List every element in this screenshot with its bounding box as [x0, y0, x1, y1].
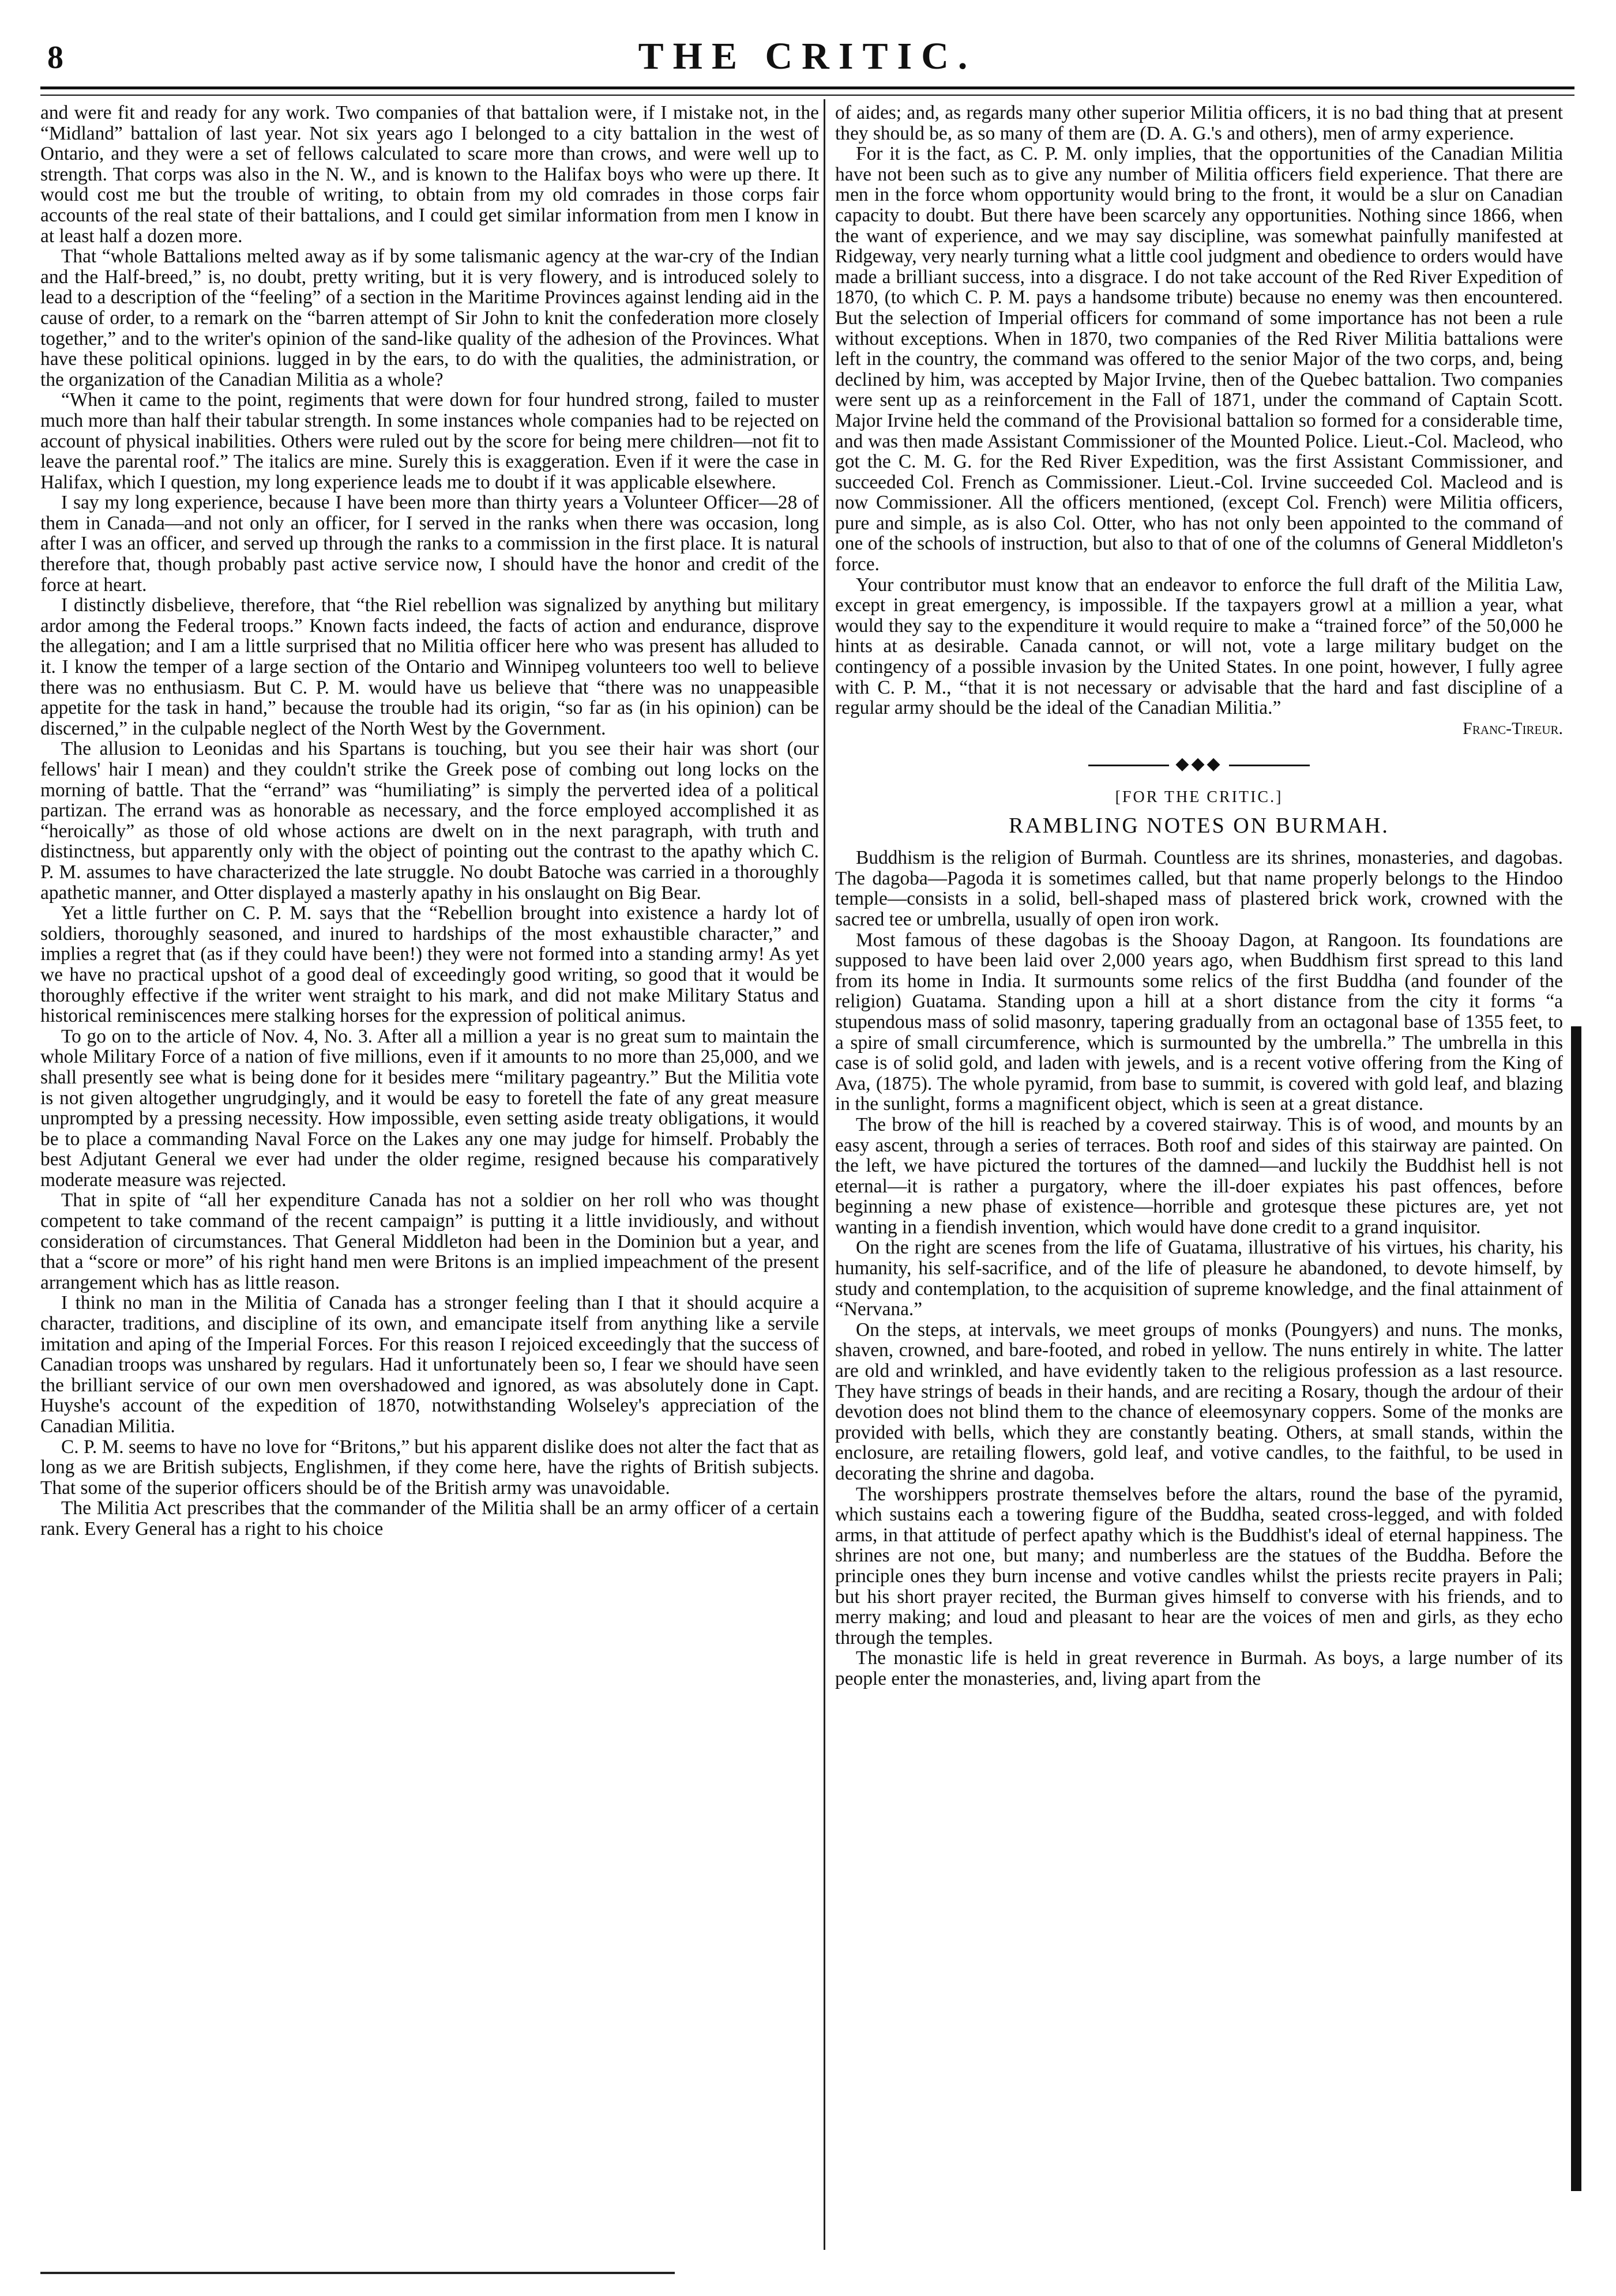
article-kicker: [FOR THE CRITIC.] — [1115, 788, 1283, 806]
letter-signature: Franc-Tireur. — [1463, 718, 1563, 738]
ornament-rule-right — [1229, 765, 1310, 766]
paragraph: Buddhism is the religion of Burmah. Countless are its shrines, monasteries, and dagobas. The dagoba—Pagoda it is sometimes called, but that name properly belongs to the Hindoo temple—consists in a solid, bell-shaped mass of plastered brick work, crowned with the sacred tee or umbrella, usually of open iron work. — [835, 847, 1563, 930]
paragraph: The allusion to Leonidas and his Spartans is touching, but you see their hair was short (our fellows' hair I mean) and they couldn't strike the Greek pose of combing out long locks on the morning of battle. That the “errand” was “humiliating” is simply the perverted idea of a political partizan. The errand was as honorable as necessary, and the force employed accomplished it as “heroically” as those of old whose actions are dwelt on in the next paragraph, with truth and distinctness, but apparently only with the object of pointing out the contrast to the apathy which C. P. M. assumes to have characterized the late struggle. No doubt Batoche was carried in a thoroughly apathetic manner, and Otter displayed a masterly apathy in his onslaught on Big Bear. — [40, 738, 819, 904]
left-column — [40, 103, 819, 1540]
paragraph: Yet a little further on C. P. M. says that the “Rebellion brought into existence a hardy lot of soldiers, thoroughly seasoned, and inured to hardships of the most exhaustible character,” and implies a regret that (as if they could have been!) they were not formed into a standing army! As yet we have no practical upshot of a good deal of exceedingly good writing, so good that it would be thoroughly effective if the writer went straight to his mark, and did not make Military Status and historical reminiscences mere stalking horses for the expression of political animus. — [40, 902, 819, 1027]
paragraph: I think no man in the Militia of Canada has a stronger feeling than I that it should acquire a character, traditions, and discipline of its own, and emancipate itself from anything like a servile imitation and aping of the Imperial Forces. For this reason I rejoiced exceedingly that the success of Canadian troops was unshared by regulars. Had it unfortunately been so, I fear we should have seen the brilliant service of our own men overshadowed and ignored, as was absolutely done in Capt. Huyshe's account of the expedition of 1870, notwithstanding Wolseley's appreciation of the Canadian Militia. — [40, 1292, 819, 1437]
page-header — [40, 33, 1574, 85]
paragraph: To go on to the article of Nov. 4, No. 3. After all a million a year is no great sum to maintain the whole Military Force of a nation of five millions, even if it amounts to no more than 25,000, and we shall presently see what is being done for it besides mere “military pageantry.” But the Militia vote is not given altogether ungrudgingly, and it would be easy to foretell the fate of any great measure unprompted by a pressing necessity. How impossible, even setting aside treaty obligations, it would be to place a commanding Naval Force on the Lakes any one may judge for himself. Probably the best Adjutant General we ever had under the older regime, resigned because his comparatively moderate measure was rejected. — [40, 1025, 819, 1191]
header-rule — [40, 86, 1574, 89]
paragraph: “When it came to the point, regiments that were down for four hundred strong, failed to muster much more than half their tabular strength. In some instances whole companies had to be rejected on account of physical inabilities. Others were ruled out by the score for being mere children—not fit to leave the parental roof.” The italics are mine. Surely this is exaggeration. Even if it were the case in Halifax, which I question, my long experience leads me to doubt if it was applicable elsewhere. — [40, 389, 819, 493]
ornament-diamond-icon: ◆◆◆ — [1175, 754, 1223, 774]
paragraph: On the right are scenes from the life of Guatama, illustrative of his virtues, his charity, his humanity, his self-sacrifice, and of the life of pleasure he abandoned, to devote himself, by study and contemplation, to the acquisition of supreme knowledge, and the final attainment of “Nervana.” — [835, 1237, 1563, 1320]
paragraph: The monastic life is held in great reverence in Burmah. As boys, a large number of its people enter the monasteries, and, living apart from the — [835, 1647, 1563, 1689]
paragraph: That in spite of “all her expenditure Canada has not a soldier on her roll who was thought competent to take command of the recent campaign” is putting it a little invidiously, and without consideration of circumstances. That General Middleton had been in the Dominion but a year, and that a “score or more” of his right hand men were Britons is an implied impeachment of the present arrangement which has as little reason. — [40, 1190, 819, 1293]
paragraph: On the steps, at intervals, we meet groups of monks (Poungyers) and nuns. The monks, shaven, crowned, and bare-footed, and robed in yellow. The nuns entirely in white. The latter are old and wrinkled, and have evidently taken to the religious profession as a last resource. They have strings of beads in their hands, and are reciting a Rosary, though the ardour of their devotion does not blind them to the chance of eleemosynary coppers. Some of the monks are provided with bells, which they are constantly beating. Others, at small stands, within the enclosure, are retailing flowers, gold leaf, and votive candles, to the faithful, to be used in decorating the shrine and dagoba. — [835, 1319, 1563, 1484]
paragraph: of aides; and, as regards many other superior Militia officers, it is no bad thing that at present they should be, as so many of them are (D. A. G.'s and others), men of army experience. — [835, 102, 1563, 144]
scan-edge-shadow — [1571, 1026, 1581, 2191]
article-title: RAMBLING NOTES ON BURMAH. — [1009, 813, 1389, 838]
paragraph: C. P. M. seems to have no love for “Britons,” but his apparent dislike does not alter the fact that as long as we are British subjects, Englishmen, if they come here, have the rights of British subjects. That some of the superior officers should be of the British army was unavoidable. — [40, 1436, 819, 1499]
paragraph: The worshippers prostrate themselves before the altars, round the base of the pyramid, which sustains each a towering figure of the Buddha, seated cross-legged, and with folded arms, in that attitude of perfect apathy which is the Buddhist's ideal of eternal happiness. The shrines are not one, but many; and numberless are the statues of the Buddha. Before the principle ones they burn incense and votive candles whilst the priests recite prayers in Pali; but his short prayer recited, the Burman gives himself to converse with his friends, and to merry making; and loud and pleasant to hear are the voices of men and girls, as they echo through the temples. — [835, 1483, 1563, 1648]
paragraph: Your contributor must know that an endeavor to enforce the full draft of the Militia Law, except in great emergency, is impossible. If the taxpayers growl at a million a year, what would they say to the expenditure it would require to make a “trained force” of the 50,000 he hints at as desirable. Canada cannot, or will not, vote a large military budget on the contingency of a possible invasion by the United States. In one point, however, I fully agree with C. P. M., “that it is not necessary or advisable that the hard and fast discipline of a regular army should be the ideal of the Canadian Militia.” — [835, 574, 1563, 719]
paragraph: The brow of the hill is reached by a covered stairway. This is of wood, and mounts by an easy ascent, through a series of terraces. Both roof and sides of this stairway are painted. On the left, we have pictured the tortures of the damned—and luckily the Buddhist hell is not eternal—it is rather a purgatory, where the ill-doer expiates his past offences, before beginning a new phase of existence—horrible and grotesque these pictures are, yet not wanting in a fiendish invention, which would have done credit to a grand inquisitor. — [835, 1113, 1563, 1238]
page-number: 8 — [47, 40, 63, 76]
masthead: THE CRITIC. — [638, 35, 977, 77]
paragraph: I say my long experience, because I have been more than thirty years a Volunteer Officer—28 of them in Canada—and not only an officer, for I served in the ranks when there was occasion, long after I was an officer, and served up through the ranks to a commission in the first place. It is natural therefore that, though probably past active service now, I should have the honor and credit of the force at heart. — [40, 492, 819, 596]
section-ornament — [835, 754, 1563, 774]
paragraph: I distinctly disbelieve, therefore, that “the Riel rebellion was signalized by anything but military ardor among the Federal troops.” Known facts indeed, the facts of action and endurance, disprove the allegation; and I am a little surprised that no Militia officer here who was present has alluded to it. I know the temper of a large section of the Ontario and Winnipeg volunteers too well to believe there was no enthusiasm. But C. P. M. would have us believe that “there was no unappeasible appetite for the task in hand,” because the trouble had its origin, “so far as (in his opinion) can be discerned,” in the culpable neglect of the North West by the Government. — [40, 594, 819, 739]
column-divider — [824, 99, 825, 2250]
paragraph: That “whole Battalions melted away as if by some talismanic agency at the war-cry of the Indian and the Half-breed,” is, no doubt, pretty writing, but it is very flowery, and is introduced solely to lead to a description of the “feeling” of a section in the Maritime Provinces against lending aid in the cause of order, to a remark on the “barren attempt of Sir John to knit the confederation more closely together,” and to the writer's opinion of the sand-like quality of the adhesion of the Provinces. What have these political opinions. lugged in by the ears, to do with the qualities, the administration, or the organization of the Canadian Militia as a whole? — [40, 246, 819, 390]
paragraph: Most famous of these dagobas is the Shooay Dagon, at Rangoon. Its foundations are supposed to have been laid over 2,000 years ago, when Buddhism first spread to this land from its home in India. It surmounts some relics of the first Buddha (and founder of the religion) Guatama. Standing upon a hill at a short distance from the city it forms “a stupendous mass of solid masonry, tapering gradually from an octagonal base of 1355 feet, to a spire of small circumference, which is surmounted by the umbrella.” The umbrella in this case is of solid gold, and laden with jewels, and is a recent votive offering from the King of Ava, (1875). The whole pyramid, from base to summit, is covered with gold leaf, and blazing in the sunlight, forms a magnificent object, which is seen at a great distance. — [835, 929, 1563, 1115]
paragraph: and were fit and ready for any work. Two companies of that battalion were, if I mistake not, in the “Midland” battalion of last year. Not six years ago I belonged to a city battalion in the west of Ontario, and they were a set of fellows calculated to scare more than crows, and were well up to strength. That corps was also in the N. W., and is known to the Halifax boys who were up there. It would cost me but the trouble of writing, to obtain from my old comrades in those corps fair accounts of the real state of their battalions, and I could get similar information from men I know in at least half a dozen more. — [40, 102, 819, 247]
footer-rule — [40, 2272, 675, 2274]
header-rule-thin — [40, 95, 1574, 96]
right-column — [835, 103, 1563, 1689]
paragraph: For it is the fact, as C. P. M. only implies, that the opportunities of the Canadian Militia have not been such as to give any number of Militia officers field experience. That there are men in the force whom opportunity would bring to the front, it would be a slur on Canadian capacity to doubt. But there have been scarcely any opportunities. Nothing since 1866, when the want of experience, and we may say discipline, was somewhat painfully manifested at Ridgeway, very nearly turning what a little cool judgment and obedience to orders would have made a brilliant success, into a disgrace. I do not take account of the Red River Expedition of 1870, (to which C. P. M. pays a handsome tribute) because no enemy was then encountered. But the selection of Imperial officers for command of some importance has not been a rule without exceptions. When in 1870, two companies of the Red River Militia battalions were left in the country, the command was offered to the senior Major of the two corps, and, being declined by him, was accepted by Major Irvine, then of the Quebec battalion. Two companies were sent up as a reinforcement in the Fall of 1871, under the command of Captain Scott. Major Irvine held the command of the Provisional battalion so formed for a considerable time, and was then made Assistant Commissioner of the Mounted Police. Lieut.-Col. Macleod, who got the C. M. G. for the Red River Expedition, was the first Assistant Commissioner, and succeeded Col. French as Commissioner. Lieut.-Col. Irvine succeeded Col. Macleod and is now Commissioner. All the officers mentioned, (except Col. French) were Militia officers, pure and simple, as is also Col. Otter, who has not only been appointed to the command of one of the schools of instruction, but also to that of one of the columns of General Middleton's force. — [835, 143, 1563, 575]
paragraph: The Militia Act prescribes that the commander of the Militia shall be an army officer of a certain rank. Every General has a right to his choice — [40, 1497, 819, 1540]
ornament-rule-left — [1088, 765, 1169, 766]
